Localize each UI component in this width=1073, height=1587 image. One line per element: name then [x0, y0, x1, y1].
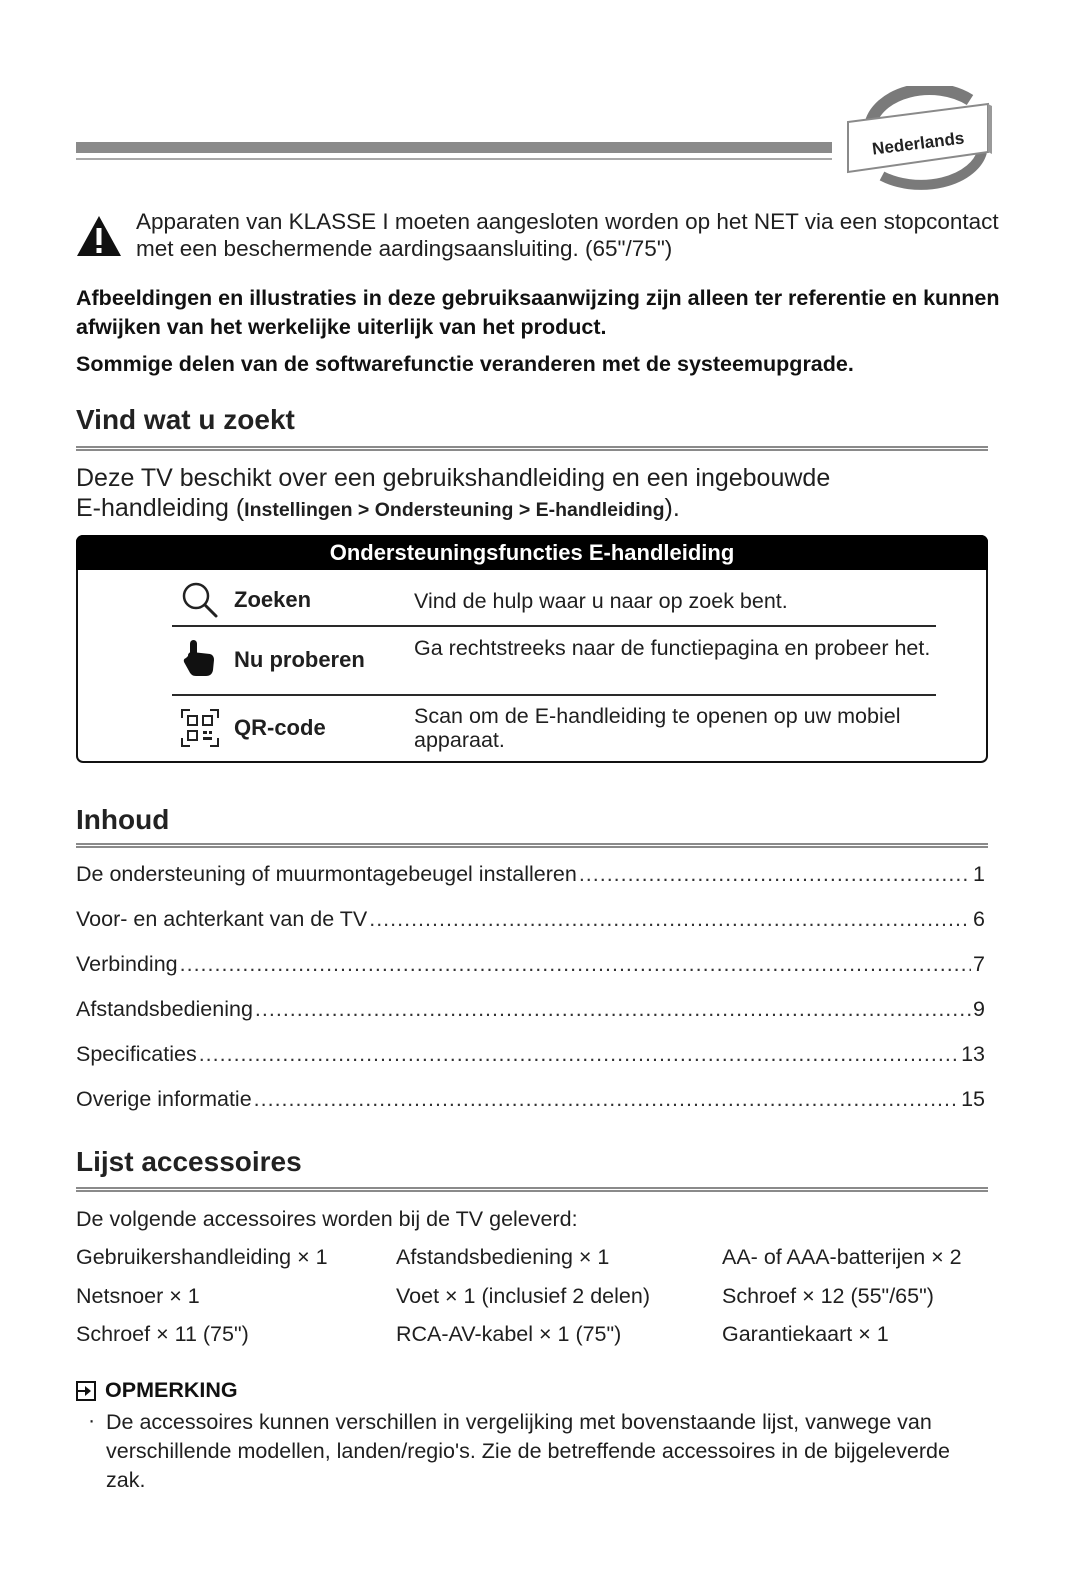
support-label-qr: QR-code	[234, 715, 326, 740]
support-desc-try: Ga rechtstreeks naar de functiepagina en probeer het.	[414, 636, 931, 660]
toc-entry[interactable]	[76, 907, 985, 937]
accessory-item: Voet × 1 (inclusief 2 delen)	[396, 1284, 650, 1308]
toc-label: Verbinding	[76, 952, 178, 976]
toc-leader	[180, 952, 971, 977]
section-title-find: Vind wat u zoekt	[76, 404, 295, 435]
accessory-item: Schroef × 12 (55"/65")	[722, 1284, 934, 1308]
toc-page: 13	[961, 1042, 985, 1066]
toc-page: 1	[973, 862, 985, 886]
toc-leader	[199, 1042, 959, 1067]
note-icon	[76, 1381, 96, 1401]
accessory-item: Schroef × 11 (75")	[76, 1322, 249, 1346]
section-title-accessories: Lijst accessoires	[76, 1146, 302, 1177]
toc-entry[interactable]	[76, 862, 985, 892]
toc-entry[interactable]	[76, 1042, 985, 1072]
section-rule	[76, 843, 988, 848]
find-intro-line1: Deze TV beschikt over een gebruikshandleiding en een ingebouwde	[76, 464, 831, 492]
toc-entry[interactable]	[76, 1087, 985, 1117]
accessory-item: RCA-AV-kabel × 1 (75")	[396, 1322, 622, 1346]
upgrade-note: Sommige delen van de softwarefunctie veranderen met de systeemupgrade.	[76, 352, 854, 376]
toc-label: De ondersteuning of muurmontagebeugel installeren	[76, 862, 577, 886]
toc-label: Afstandsbediening	[76, 997, 253, 1021]
section-rule	[76, 1187, 988, 1192]
find-intro-prefix: E-handleiding (	[76, 494, 245, 522]
support-functions-header: Ondersteuningsfuncties E-handleiding	[76, 535, 988, 570]
toc-page: 9	[973, 997, 985, 1021]
toc-leader	[254, 1087, 959, 1112]
toc-label: Voor- en achterkant van de TV	[76, 907, 368, 931]
support-desc-search: Vind de hulp waar u naar op zoek bent.	[414, 589, 788, 613]
qr-code-icon	[180, 708, 220, 748]
reference-note: Afbeeldingen en illustraties in deze gebruiksaanwijzing zijn alleen ter referentie en kunnen afwijken van het werkelijke uiterlijk van het product.	[76, 286, 1000, 339]
accessory-item: Garantiekaart × 1	[722, 1322, 889, 1346]
row-divider	[172, 694, 936, 696]
support-label-try: Nu proberen	[234, 647, 365, 672]
toc-leader	[579, 862, 971, 887]
remark-text: De accessoires kunnen verschillen in vergelijking met bovenstaande lijst, vanwege van verschillende modellen, landen/regio's. Zie de betreffende accessoires in de bijgeleverde zak.	[106, 1410, 950, 1492]
toc-leader	[369, 907, 971, 932]
row-divider	[172, 625, 936, 627]
language-label: Nederlands	[871, 128, 966, 159]
accessories-intro: De volgende accessoires worden bij de TV geleverd:	[76, 1207, 578, 1231]
header-rule	[76, 158, 832, 160]
remark-title: OPMERKING	[105, 1378, 238, 1402]
support-desc-qr: Scan om de E-handleiding te openen op uw mobiel apparaat.	[414, 704, 901, 752]
toc-page: 6	[973, 907, 985, 931]
header-bar	[76, 142, 832, 153]
warning-text: Apparaten van KLASSE I moeten aangesloten worden op het NET via een stopcontact met een beschermende aardingsaansluiting. (65"/75")	[136, 209, 999, 261]
support-label-search: Zoeken	[234, 587, 312, 612]
warning-icon	[76, 214, 122, 258]
accessory-item: Gebruikershandleiding × 1	[76, 1245, 328, 1269]
toc-leader	[255, 997, 971, 1022]
toc-page: 7	[973, 952, 985, 976]
menu-path: Instellingen > Ondersteuning > E-handleiding	[244, 499, 665, 521]
toc-page: 15	[961, 1087, 985, 1111]
search-icon	[180, 580, 220, 620]
section-rule	[76, 446, 988, 451]
find-intro-suffix: ).	[664, 494, 680, 522]
pointing-hand-icon	[180, 638, 220, 678]
toc-label: Specificaties	[76, 1042, 197, 1066]
find-intro	[76, 463, 996, 525]
toc-entry[interactable]	[76, 952, 985, 982]
toc-entry[interactable]	[76, 997, 985, 1027]
accessory-item: AA- of AAA-batterijen × 2	[722, 1245, 962, 1269]
accessory-item: Afstandsbediening × 1	[396, 1245, 610, 1269]
section-title-contents: Inhoud	[76, 804, 170, 835]
language-badge	[842, 86, 992, 190]
toc-label: Overige informatie	[76, 1087, 252, 1111]
bullet: ·	[88, 1408, 96, 1432]
accessory-item: Netsnoer × 1	[76, 1284, 200, 1308]
